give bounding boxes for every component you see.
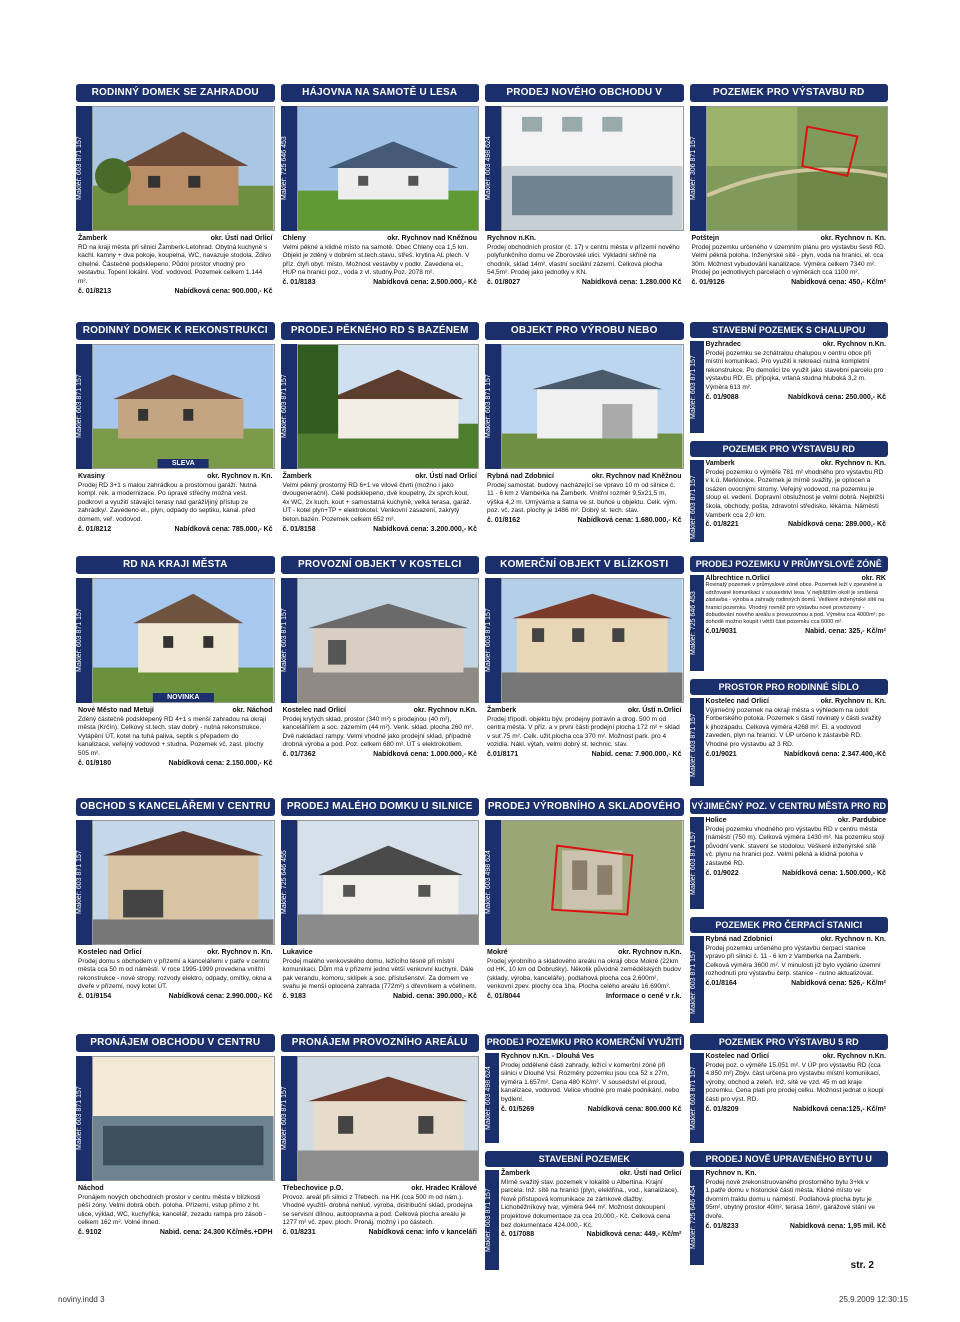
agent-phone: Makléř: 603 871 157: [690, 698, 704, 786]
location: Žamberk: [78, 235, 108, 242]
listing-title: PRODEJ POZEMKU PRO KOMERČNÍ VYUŽITÍ: [485, 1034, 684, 1050]
description: Prodej domu s obchodem v přízemí a kancelářemi v patře v centru města cca 50 m od náměstí. V roce 1995-1999 provedena vnitřní rekonstrukce - nové stropy, rozvody elektro, odpady, omítky, okna a dveře v přízemí, nový kotel ÚT.: [78, 957, 272, 991]
location: Potštejn: [691, 235, 720, 242]
sale-badge: SLEVA: [158, 459, 209, 468]
price: Nabídková cena: 2.150.000,- Kč: [168, 759, 273, 767]
listing-5-3-stack: [485, 1034, 684, 1280]
listing-title: HÁJOVNA NA SAMOTĚ U LESA: [281, 84, 480, 102]
price: Nabídková cena: 1.500.000,- Kč: [782, 869, 886, 877]
listing-body: [704, 698, 889, 786]
description: Prodej pozemku se zchátralou chalupou v centru obce při místní komunikaci. Pro využití k rekreaci nutná kompletní rekonstrukce. Po demolici lze využít jako stavební parcelu pro výstavbu RD. El. přípojka, vrtaná studna hluboká 3,2 m. Výměra 613 m².: [705, 349, 884, 391]
district: okr. RK: [861, 575, 886, 582]
house-photo: [297, 106, 480, 231]
district: okr. Rychnov n.Kn.: [413, 707, 477, 714]
location: Holice: [705, 817, 727, 824]
description: Prodej nově zrekonstruovaného prostorného bytu 3+kk v 1.patře domu v historické části města. Klidné místo ve dvorním traktu domu u náměstí. Podlahová plocha bytu je 95m², obytný prostor 40m², terasa 16m², garážové stání ve dvoře.: [705, 1178, 875, 1220]
description: Prodej třípodl. objektu býv. prodejny potravin a drog. 500 m od centra města. V příz. a v první části prodejní plocha 172 m² + sklad v suť.75 m². Celk. užit.plocha cca 370 m². Možnost park. pro 4 vozidla. Nákl. výtah, velmi dobrý st. technic. stav.: [487, 715, 680, 749]
description: Prodej výrobního a skladového areálu na okraji obce Mokré (22km od HK, 10 km od Dobrušky). Několik původně zemědělských budov (sklady, výroba, kanceláře), podlahová plocha cca 2.600m², venkovní zpev. plochy cca 1ha. Plocha celého areálu 16.690m².: [487, 957, 682, 991]
price: Nabídková cena: 250.000,- Kč: [787, 393, 886, 401]
description: Prodej pozemku vhodného pro výstavbu RD v centru města (náměstí (750 m). Celková výměra 1430 m². Na pozemku stojí původní venk. stavení se stodolou. Veškeré inženýrské sítě vč. plynu na hranici poz. Velmi pěkná a klidná poloha v zástavbě RD.: [705, 825, 885, 867]
location: Kostelec nad Orlicí: [282, 707, 346, 714]
description: Provoz. areál při silnici z Třebech. na HK (cca 500 m od nám.). Vhodné využití- drobná nehluč. výroba, distribuční sklad, prodejna se servisní dílnou, autoopravna a pod. Celková plocha areálu je 1277 m² vč. zpev. ploch. Pronáj. možný i po částech.: [282, 1193, 473, 1227]
price: Nabíd. cena: 7.900.000,- Kč: [591, 750, 682, 758]
listing-title: PRONÁJEM OBCHODU V CENTRU: [76, 1034, 275, 1052]
reference-number: č.01/8164: [705, 979, 737, 987]
price: Nabídková cena: 289.000,- Kč: [787, 521, 886, 529]
agent-phone: Makléř: 603 871 157: [281, 578, 297, 703]
description: Prodej obchodních prostor (č. 17) v centru města v přízemí nového polyfunkčního domu ve Zborovské ulici. Výkladní skříně na chodník, sklad 14m², vlastní sociální zázemí. Celková plocha 54,5m². Prodej jako jednotky v KN.: [487, 243, 680, 277]
house-photo: [92, 344, 275, 469]
agent-phone: Makléř: 603 871 157: [485, 344, 501, 469]
aerial-photo: [501, 820, 684, 945]
price: Nabídková cena: 526,- Kč/m²: [791, 979, 886, 987]
listing-4-1: [76, 798, 275, 1023]
price: Nabídková cena: 3.200.000,- Kč: [373, 525, 477, 533]
description: Prodej malého venkovského domu, ležícího těsně při místní komunikaci. Dům má v přízemí jedno větší venkovní kuchyni. Dále pak verandu, komoru, sklípek a soc. příslušenství. Za domem ve svahu je menší oplocená zahrada (772m²) s dřevníkem a včelínem.: [282, 957, 477, 991]
agent-phone: Makléř: 603 871 157: [690, 341, 704, 433]
reference-number: č. 01/9180: [78, 759, 112, 767]
listing-title: PRODEJ POZEMKU V PRŮMYSLOVÉ ZÓNĚ: [690, 556, 889, 572]
reference-number: č. 01/7088: [501, 1231, 535, 1239]
listing-title: STAVEBNÍ POZEMEK S CHALUPOU: [690, 322, 889, 338]
location: Kostelec nad Orlicí: [705, 1053, 769, 1060]
description: Prodej RD 3+1 s malou zahrádkou a prostornou garáží. Nutná kompl. rek. a modernizace. Po úpravě střechy možná vest. podkroví a využití stávající terasy nad garáží/jiný přístup ze zahrádky/. Zavedeno el., plyn, odpady do septiku, kanal. před domem, veř. vodovod.: [78, 481, 257, 523]
listing-5-1: [76, 1034, 275, 1280]
listing-body: [76, 235, 275, 296]
agent-phone: Makléř: 603 871 157: [76, 1056, 92, 1181]
listing-title: POZEMEK PRO ČERPACÍ STANICI: [690, 917, 889, 933]
agent-phone: Makléř: 603 498 624: [485, 820, 501, 945]
location: Vamberk: [705, 460, 735, 467]
listing-body: [281, 473, 480, 534]
row-2: [76, 322, 888, 542]
listing-title: RD NA KRAJI MĚSTA: [76, 556, 275, 574]
district: okr. Náchod: [232, 707, 273, 714]
agent-phone: Makléř: 603 871 157: [281, 1056, 297, 1181]
district: okr. Rychnov n. Kn.: [207, 949, 273, 956]
price: Nabídková cena: 800.000 Kč: [587, 1105, 682, 1113]
description: Prodej pozemku o výměře 781 m² vhodného pro výstavbu RD v k.ú. Merklovice. Pozemek je mírně svažitý, je oplocen a osázen ovocnými stromy. Veřejný vodovod, na pozemku je sloup el. vedení. Dopravní obslužnost je velmi dobrá. Nejbližší škola, obchody, pošta, zdravotní středisko, lékárna. Náměstí Vamberk cca 2,0 km.: [705, 468, 885, 519]
description: Velmi pěkný prostorný RD 6+1 ve vilové čtvrti (možno i jako dvougenerační). Celé podsklepeno, dvě koupelny, 2x sprch.kout, 4x WC, 2x kuch. kout + samostatná kuchyně, velká terasa, garáž. ÚT - kotel plyn+TP + elektrokotel. Venkovní zasazení, zakrytý beton.bazén. Pozemek celkem 652 m².: [282, 481, 472, 523]
price: Informace o ceně v r.k.: [606, 992, 682, 1000]
description: Velmi pěkné a klidné místo na samotě. Obec Chleny cca 1,5 km. Objekt je zděný v dobrém st.tech.stavu, střeš. krytina AL plech. V příz. čtyři obyt. místn. Možnost vestavby v podkr. Zavedena el., HUP na hranici poz., voda z vl. studny.Poz. 2078 m².: [282, 243, 470, 277]
location: Žamberk: [282, 473, 312, 480]
building-photo: [297, 1056, 480, 1181]
description: Mírně svažitý stav. pozemek v lokalitě u Albertina. Krajní parcela. Inž. sítě na hranici (plyn, elektřina., vod., kanalizace). Nové přístupová komunikace ze zámkové dlažby. Lichoběžníkový tvar, výměra 944 m². Možnost dokoupení projektové dokumentace za cca 20.000,- Kč. Celková cena bez dokumentace 424.000,- Kč.: [501, 1178, 679, 1229]
description: Pronájem nových obchodních prostor v centru města v blízkosti pěší zóny. Velmi dobrá obch. poloha. Přízemí, vstup přímo z hl. ulice, výklad, WC, kuchyňka, kancelář, zezadu rampa pro zásob - celkem 162 m². Volné ihned.: [78, 1193, 267, 1227]
price: Nabídková cena: 900.000,- Kč: [174, 287, 273, 295]
reference-number: č.01/9021: [705, 750, 737, 758]
row-5: [76, 1034, 888, 1280]
listing-body: [485, 473, 684, 526]
agent-phone: Makléř: 603 871 157: [690, 460, 704, 542]
listing-title: PRODEJ MALÉHO DOMKU U SILNICE: [281, 798, 480, 816]
listing-3-1: [76, 556, 275, 786]
reference-number: č. 9183: [282, 992, 306, 1000]
listings-page: [76, 84, 888, 1280]
listing-title: RODINNÝ DOMEK K REKONSTRUKCI: [76, 322, 275, 340]
location: Rybná nad Zdobnicí: [487, 473, 554, 480]
district: okr. Rychnov nad Kněžnou: [591, 473, 682, 480]
location: Chleny: [282, 235, 306, 242]
location: Rychnov n. Kn.: [705, 1170, 757, 1177]
reference-number: č. 01/8221: [705, 521, 739, 529]
listing-5-4-stack: [690, 1034, 889, 1280]
price: Nabid. cena: 24.300 Kč/měs.+DPH: [159, 1228, 273, 1236]
listing-body: [690, 235, 889, 288]
page-number: str. 2: [850, 1260, 874, 1271]
location: Rychnov n.Kn.: [487, 235, 537, 242]
listing-1-3: [485, 84, 684, 304]
listing-body: [76, 707, 275, 768]
listing-title: OBJEKT PRO VÝROBU NEBO: [485, 322, 684, 340]
description: Prodej poz. o výměře 15.051 m². V ÚP pro výstavbu RD (cca 4.850 m²) Zbýv. část určena pro výstavbu místní komunikací, výroby, obchod a zeleň. Inž. sítě ve vzd. 45 m od kraje pozemku. Cena platí pro prodej celku. Možnost jednat o koupi části pro výst. RD.: [705, 1061, 884, 1103]
listing-3-3: [485, 556, 684, 786]
description: Výjimečný pozemek na okraji města s výhledem na údolí Forberského potoka. Pozemek s částí rovinatý v části svažitý k jihozápadu. Celková výměra 4268 m². El. a vodovod zaveden, plyn na hranici. V ÚP určeno k zástavbě RD. Vhodné pro výstavbu až 3 RD.: [705, 706, 882, 748]
listing-body: [499, 1170, 684, 1270]
district: okr. Rychnov n. Kn.: [820, 460, 886, 467]
location: Žamberk: [501, 1170, 531, 1177]
reference-number: č. 01/9088: [705, 393, 739, 401]
listing-title: PROVOZNÍ OBJEKT V KOSTELCI: [281, 556, 480, 574]
listing-title: VÝJIMEČNÝ POZ. V CENTRU MĚSTA PRO RD: [690, 798, 889, 814]
listing-body: [704, 936, 889, 1023]
description: Zděný částečně podsklepený RD 4+1 s menší zahradou na okraji města (Krčín). Celkový st.tech. stav dobrý - nutná rekonstrukce. Vytápění ÚT, kotel na tuhá paliva, septik s přepadem do kanalizace, veřejný vodovod + studna. Pozemek vč. zast. plochy 505 m².: [78, 715, 267, 757]
description: Rovinatý pozemek v průmyslové zóně obce. Pozemek leží v zpevněné a udržované komunikaci v sousedství lesa. V nejbližším okolí je smíšená zástavba - výroba a zahrady rodinných domů. Veškeré inženýrské sítě na hranici pozemku. Vhodný rovněž pro výstavbu nové provozovny - dobudování nového areálu s provozovnou a pod. Výměra cca 4000m²; po dohodě možno koupit i větší část pozemku cca 6000 m².: [705, 582, 885, 626]
reference-number: č. 01/8233: [705, 1222, 739, 1230]
row-4: [76, 798, 888, 1023]
district: okr. Rychnov nad Kněžnou: [387, 235, 477, 242]
location: Kvasiny: [78, 473, 105, 480]
listing-3-2: [281, 556, 480, 786]
listing-body: [704, 1053, 889, 1143]
location: Mokré: [487, 949, 508, 956]
district: okr. Hradec Králové: [411, 1185, 477, 1192]
listing-2-4-stack: [690, 322, 889, 542]
building-photo: [501, 578, 684, 703]
description: Prodej oddělené části zahrady, ležící v komerční zóně při silnici v Dlouhé Vsi. Rozměry pozemku jsou cca 52 x 27m, výměra 1.657m². Cena 480 Kč/m². V sousedství el.proud, kanalizace, vodovod. Velice vhodné pro malé podnikání, nebo bydlení.: [501, 1061, 680, 1103]
location: Kostelec nad Orlicí: [78, 949, 142, 956]
reference-number: č. 01/9154: [78, 992, 112, 1000]
reference-number: č. 01/8027: [487, 278, 521, 286]
agent-phone: Makléř: 725 646 453: [690, 575, 704, 671]
district: okr. Rychnov n. Kn.: [207, 473, 273, 480]
house-photo: [92, 578, 275, 703]
aerial-photo: [706, 106, 889, 231]
agent-phone: Makléř: 603 498 624: [485, 1053, 499, 1143]
listing-title: PRODEJ NOVÉHO OBCHODU V: [485, 84, 684, 102]
description: RD na kraji města při silnici Žamberk-Letohrad. Obytná kuchyně s kachl. kamny + dva pokoje, koupelna, WC, navazuje stodola. Zdivo cihelné. Částečně podsklepeno. Půdní prostor vhodný pro vestavbu. Topení lokální. Voď. vodovod. Pozemek celkem 1.144 m².: [78, 243, 272, 285]
listing-title: POZEMEK PRO VÝSTAVBU 5 RD: [690, 1034, 889, 1050]
location: Kostelec nad Orlicí: [705, 698, 769, 705]
district: okr. Rychnov n.Kn.: [822, 341, 886, 348]
reference-number: č. 01/9022: [705, 869, 739, 877]
price: Nabídková cena: 2.347.400,-Kč: [784, 750, 886, 758]
location: Lukavice: [282, 949, 313, 956]
listing-title: POZEMEK PRO VÝSTAVBU RD: [690, 441, 889, 457]
house-photo: [297, 344, 480, 469]
listing-body: [704, 575, 889, 671]
listing-body: [704, 817, 889, 909]
listing-5-2: [281, 1034, 480, 1280]
agent-phone: Makléř: 725 646 454: [690, 1170, 704, 1265]
shop-photo: [501, 106, 684, 231]
listing-1-1: [76, 84, 275, 304]
location: Rychnov n.Kn. - Dlouhá Ves: [501, 1053, 594, 1060]
reference-number: č. 01/8209: [705, 1105, 739, 1113]
building-photo: [297, 578, 480, 703]
row-1: [76, 84, 888, 304]
price: Nabídková cena: 785.000,- Kč: [174, 525, 273, 533]
listing-body: [485, 707, 684, 760]
listing-body: [76, 949, 275, 1002]
agent-phone: Makléř: 603 871 157: [76, 820, 92, 945]
row-3: [76, 556, 888, 786]
agent-phone: Makléř: 603 871 157: [690, 817, 704, 909]
reference-number: č. 01/9126: [691, 278, 725, 286]
new-badge: NOVINKA: [153, 693, 213, 702]
listing-4-2: [281, 798, 480, 1023]
district: okr. Rychnov n. Kn.: [820, 235, 886, 242]
district: okr. Ústí n.Orlicí: [627, 707, 682, 714]
price: Nabídková cena: 450,- Kč/m²: [791, 278, 886, 286]
price: Nabídková cena: 1.680.000,- Kč: [577, 516, 682, 524]
description: Prodej pozemku určeného pro výstavbu čerpací stanice vpravo při silnici č. 11 - 6 km z Vamberka na Žamberk. Celková výměra 3600 m². V minulosti již bylo vydáno územní rozhodnutí pro výstavbu čerp. stanice - nutno aktualizovat.: [705, 944, 881, 978]
building-photo: [92, 820, 275, 945]
agent-phone: Makléř: 603 871 157: [76, 106, 92, 231]
listing-body: [281, 1185, 480, 1238]
listing-body: [704, 460, 889, 542]
listing-title: KOMERČNÍ OBJEKT V BLÍZKOSTI: [485, 556, 684, 574]
agent-phone: Makléř: 725 646 453: [281, 106, 297, 231]
listing-title: OBCHOD S KANCELÁŘEMI V CENTRU: [76, 798, 275, 816]
price: Nabídková cena:125,- Kč/m²: [793, 1105, 886, 1113]
reference-number: č.01/8171: [487, 750, 519, 758]
listing-title: STAVEBNÍ POZEMEK: [485, 1151, 684, 1167]
agent-phone: Makléř: 603 871 157: [485, 1170, 499, 1270]
listing-1-4: [690, 84, 889, 304]
price: Nabídková cena: 2.990.000,- Kč: [168, 992, 273, 1000]
agent-phone: Makléř: 603 871 157: [281, 344, 297, 469]
listing-title: PRODEJ VÝROBNÍHO A SKLADOVÉHO: [485, 798, 684, 816]
listing-2-3: [485, 322, 684, 542]
reference-number: č. 01/8213: [78, 287, 112, 295]
listing-body: [485, 949, 684, 1002]
listing-body: [485, 235, 684, 288]
agent-phone: Makléř: 603 871 157: [76, 578, 92, 703]
listing-4-4-stack: [690, 798, 889, 1023]
listing-body: [281, 949, 480, 1002]
listing-1-2: [281, 84, 480, 304]
price: Nabídková cena: info v kanceláři: [368, 1228, 477, 1236]
reference-number: č. 01/8212: [78, 525, 112, 533]
price: Nabid. cena: 390.000,- Kč: [392, 992, 477, 1000]
listing-body: [281, 235, 480, 288]
listing-title: POZEMEK PRO VÝSTAVBU RD: [690, 84, 889, 102]
agent-phone: Makléř: 603 498 624: [485, 106, 501, 231]
reference-number: č. 01/8231: [282, 1228, 316, 1236]
district: okr. Rychnov n. Kn.: [820, 698, 886, 705]
listing-title: PRODEJ PĚKNÉHO RD S BAZÉNEM: [281, 322, 480, 340]
agent-phone: Makléř: 603 871 157: [485, 578, 501, 703]
location: Byzhradec: [705, 341, 741, 348]
price: Nabídková cena: 1.000.000,- Kč: [373, 750, 477, 758]
reference-number: č. 01/8183: [282, 278, 316, 286]
reference-number: č. 01/8158: [282, 525, 316, 533]
listing-title: RODINNÝ DOMEK SE ZAHRADOU: [76, 84, 275, 102]
reference-number: č. 9102: [78, 1228, 102, 1236]
agent-phone: Makléř: 725 646 455: [281, 820, 297, 945]
reference-number: č. 01/5269: [501, 1105, 535, 1113]
location: Rybná nad Zdobnicí: [705, 936, 773, 943]
description: Prodej samostat. budovy nacházející se vpravo 10 m od silnice č. 11 - 6 km z Vamberka na Žamberk. Vnitřní rozměr 9,5x21,5 m, výška 4,2 m. Umývárna a šatna ve st. buňce u objektu. Celk. vým. poz. vč. zast. plochy je 1486 m². Dobrý st. tech. stav.: [487, 481, 678, 515]
print-timestamp: 25.9.2009 12:30:15: [839, 1295, 908, 1304]
reference-number: č. 01/8162: [487, 516, 521, 524]
listing-title: PROSTOR PRO RODINNÉ SÍDLO: [690, 679, 889, 695]
listing-2-2: [281, 322, 480, 542]
listing-body: [76, 473, 275, 534]
listing-3-4-stack: [690, 556, 889, 786]
listing-title: PRODEJ NOVĚ UPRAVENÉHO BYTU U NÁMĚSTÍ: [690, 1151, 889, 1167]
building-photo: [501, 344, 684, 469]
district: okr. Ústí nad Orlicí: [619, 1170, 682, 1177]
price: Nabídková cena: 2.500.000,- Kč: [373, 278, 477, 286]
listing-body: [704, 341, 889, 433]
price: Nabídková cena: 449,- Kč/m²: [586, 1231, 682, 1239]
location: Žamberk: [487, 707, 517, 714]
listing-title: PRONÁJEM PROVOZNÍHO AREÁLU: [281, 1034, 480, 1052]
agent-phone: Makléř: 603 871 157: [76, 344, 92, 469]
listing-body: [499, 1053, 684, 1143]
location: Třebechovice p.O.: [282, 1185, 344, 1192]
district: okr. Pardubice: [837, 817, 886, 824]
listing-4-3: [485, 798, 684, 1023]
listing-body: [76, 1185, 275, 1238]
reference-number: č. 01/8044: [487, 992, 521, 1000]
price: Nabídková cena: 1.280.000 Kč: [581, 278, 682, 286]
file-name: noviny.indd 3: [58, 1295, 105, 1304]
agent-phone: Makléř: 603 871 157: [690, 1053, 704, 1143]
price: Nabídková cena: 1,95 mil. Kč: [789, 1222, 886, 1230]
district: okr. Rychnov n.Kn.: [618, 949, 682, 956]
reference-number: č.01/9031: [705, 627, 737, 635]
description: Prodej pozemku určeného v územním plánu pro výstavbu šesti RD. Velmi pěkná poloha. Inženýrské sítě - plyn, voda na hranici, el. cca 30m. Možnost vybudování kanalizace. Výměra celkem 7340 m². Prodej po jednotlivých parcelách o výměrách cca 1100 m².: [691, 243, 886, 277]
location: Nové Město nad Metují: [78, 707, 154, 714]
shop-photo: [92, 1056, 275, 1181]
description: Prodej krytých sklad. prostor (340 m²) s prodejnou (40 m²), kanceláří/em a soc. zázemím (44 m²). Venk. sklad. plocha 260 m². Dvě nakládací rampy. Velmi vhodné jako prodejní sklad, případně drobná výroba a pod. Poz. celkem 680 m². ÚT s elektrokotlem.: [282, 715, 474, 749]
location: Náchod: [78, 1185, 104, 1192]
district: okr. Rychnov n. Kn.: [820, 936, 886, 943]
agent-phone: Makléř: 306 871 157: [690, 106, 706, 231]
location: Albrechtice n.Orlicí: [705, 575, 770, 582]
house-photo: [297, 820, 480, 945]
district: okr. Ústí nad Orlicí: [210, 235, 273, 242]
house-photo: [92, 106, 275, 231]
district: okr. Rychnov n.Kn.: [822, 1053, 886, 1060]
listing-body: [704, 1170, 889, 1265]
listing-body: [281, 707, 480, 760]
reference-number: č. 01/7362: [282, 750, 316, 758]
agent-phone: Makléř: 603 871 157: [690, 936, 704, 1023]
district: okr. Ústí nad Orlicí: [415, 473, 477, 480]
price: Nabid. cena: 325,- Kč/m²: [805, 627, 886, 635]
listing-2-1: [76, 322, 275, 542]
